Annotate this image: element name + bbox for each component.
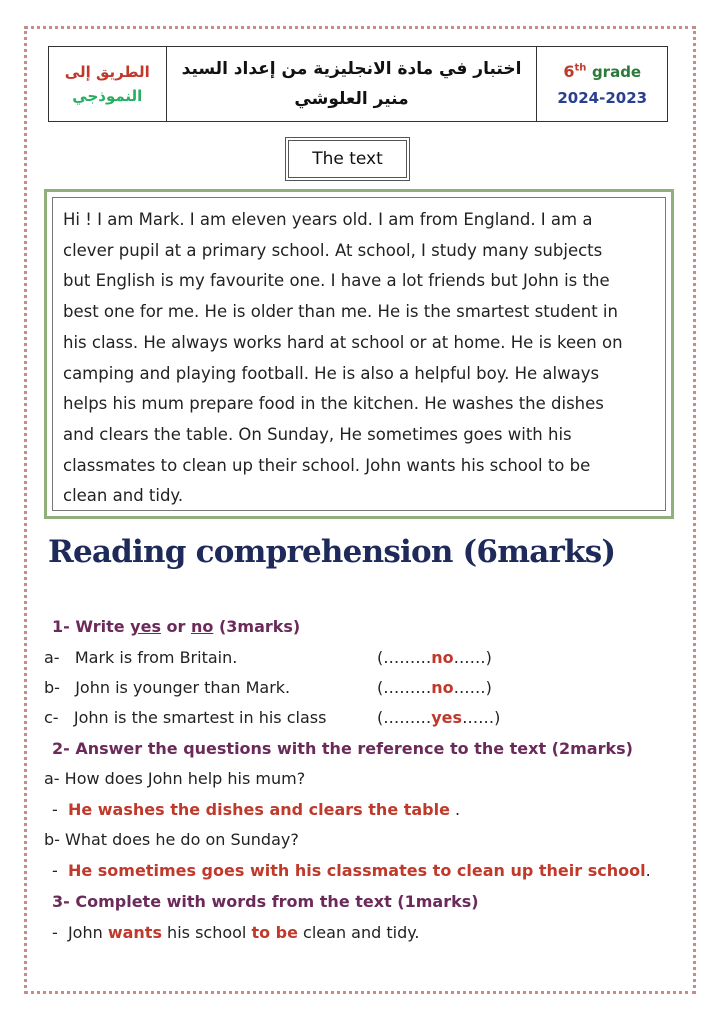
q3-part2: his school: [161, 923, 252, 942]
answer-end: .: [449, 800, 461, 819]
q2-question-b: b- What does he do on Sunday?: [44, 830, 299, 849]
q3-part1: John: [67, 923, 108, 942]
answer-dash: -: [52, 923, 58, 942]
answer-dash: -: [52, 800, 58, 819]
q1-no: no: [191, 617, 214, 636]
logo-line1: الطريق إلى: [64, 63, 150, 81]
grade-label: [563, 62, 641, 81]
grade-number: 6: [563, 61, 575, 81]
grade-suffix: th: [574, 62, 587, 74]
passage-line: best one for me. He is older than me. He is the smartest student in: [63, 302, 618, 322]
q3-part3: clean and tidy.: [297, 923, 420, 942]
item-letter: a-: [44, 648, 60, 667]
passage-line: clever pupil at a primary school. At school, I study many subjects: [63, 240, 603, 260]
answer-value: He sometimes goes with his classmates to clean up their school: [67, 861, 646, 880]
q3-heading: 3- Complete with words from the text (1marks): [52, 892, 479, 911]
q1-suffix: (3marks): [213, 617, 301, 636]
q1-heading: [52, 617, 300, 636]
q1-or: or: [160, 617, 191, 636]
q2-answer-a: [52, 800, 460, 819]
answer-open: (………: [377, 648, 432, 667]
item-letter: b-: [44, 678, 60, 697]
grade-word: grade: [591, 62, 642, 81]
q3-fill2: to be: [251, 923, 298, 942]
passage-line: camping and playing football. He is also a helpful boy. He always: [63, 363, 600, 383]
passage-line: but English is my favourite one. I have a lot friends but John is the: [63, 271, 610, 291]
answer-open: (………: [377, 708, 432, 727]
header-title: [167, 47, 538, 121]
q2-heading: 2- Answer the questions with the reference to the text (2marks): [52, 739, 633, 758]
answer-close: ……): [453, 648, 492, 667]
answer-value: yes: [431, 708, 463, 727]
answer-close: ……): [462, 708, 501, 727]
header-table: [48, 46, 668, 122]
answer-value: no: [431, 678, 454, 697]
answer-value: no: [431, 648, 454, 667]
passage-line: his class. He always works hard at school or at home. He is keen on: [63, 332, 623, 352]
passage-line: clean and tidy.: [63, 486, 184, 506]
q3-fill1: wants: [107, 923, 162, 942]
item-text: John is younger than Mark.: [75, 678, 291, 697]
title-line2: منير العلوشي: [294, 89, 409, 109]
q2-answer-b: [52, 861, 651, 880]
passage-text: [52, 197, 666, 511]
q1-item-a: [44, 648, 237, 667]
header-logo: [49, 47, 167, 121]
passage-line: classmates to clean up their school. John wants his school to be: [63, 455, 591, 475]
q1-yes: yes: [130, 617, 161, 636]
logo-line2: النموذجي: [72, 87, 143, 105]
q1-item-c: [44, 708, 326, 727]
item-text: Mark is from Britain.: [74, 648, 238, 667]
q2-question-a: a- How does John help his mum?: [44, 769, 306, 788]
answer-value: He washes the dishes and clears the table: [67, 800, 450, 819]
item-text: John is the smartest in his class: [73, 708, 327, 727]
text-label: The text: [312, 149, 383, 169]
answer-open: (………: [377, 678, 432, 697]
q3-sentence: [52, 923, 420, 942]
answer-dash: -: [52, 861, 58, 880]
item-letter: c-: [44, 708, 59, 727]
header-grade: [537, 47, 667, 121]
answer-close: ……): [453, 678, 492, 697]
answer-end: .: [645, 861, 651, 880]
q1-answer-b: [377, 678, 492, 697]
section-title: Reading comprehension (6marks): [48, 534, 616, 570]
text-label-box: [285, 137, 410, 181]
passage-line: and clears the table. On Sunday, He sometimes goes with his: [63, 424, 572, 444]
q1-item-b: [44, 678, 290, 697]
title-line1: اختبار في مادة الانجليزية من إعداد السيد: [181, 59, 522, 79]
q1-answer-c: [377, 708, 500, 727]
q1-answer-a: [377, 648, 492, 667]
passage-box: [44, 189, 674, 519]
school-year: 2024-2023: [557, 88, 648, 107]
passage-line: helps his mum prepare food in the kitchen. He washes the dishes: [63, 394, 604, 414]
q1-prefix: 1- Write: [52, 617, 131, 636]
passage-line: Hi ! I am Mark. I am eleven years old. I am from England. I am a: [63, 210, 593, 229]
